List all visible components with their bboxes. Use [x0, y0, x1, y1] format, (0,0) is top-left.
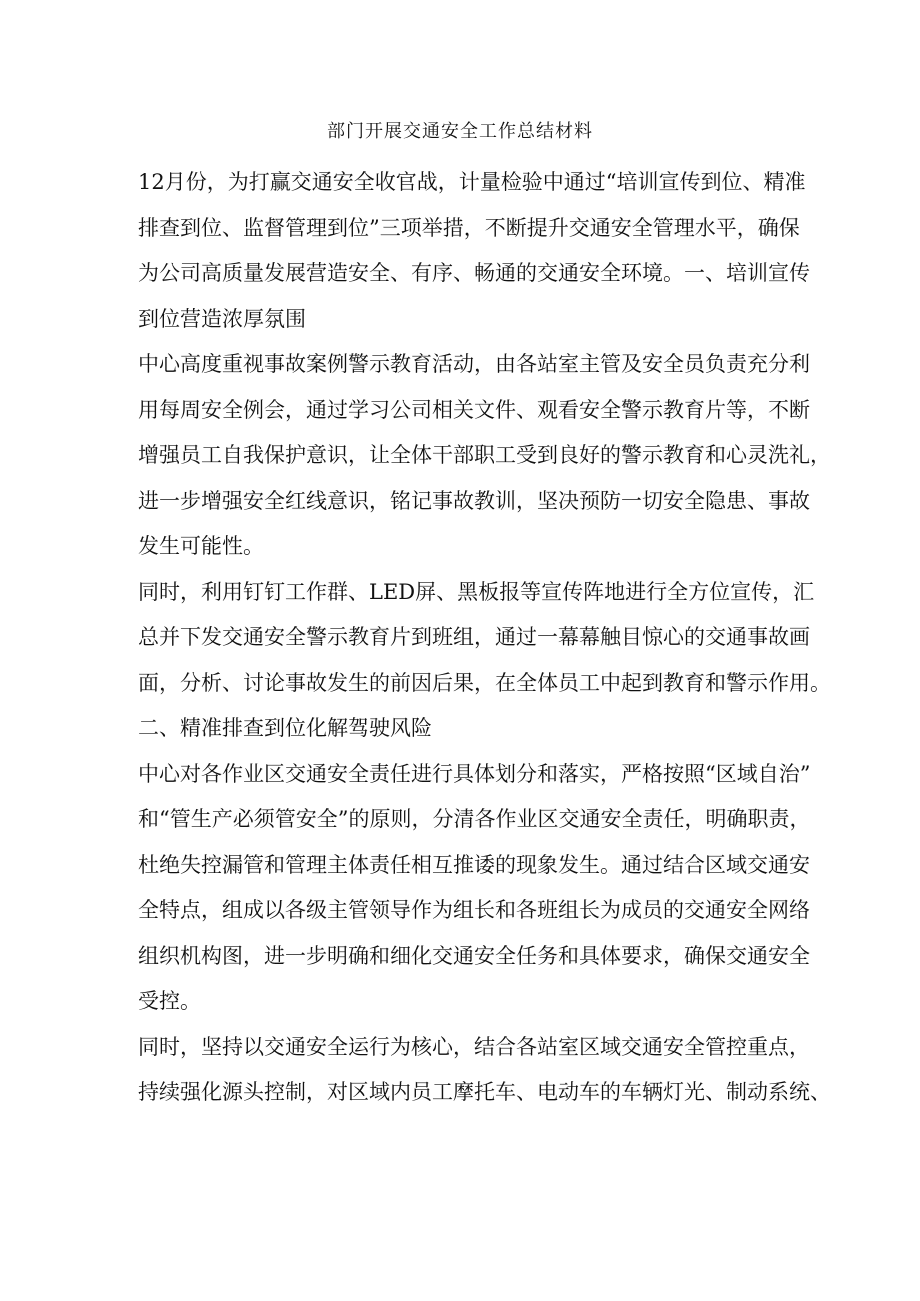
text-line: 进一步增强安全红线意识，铭记事故教训，坚决预防一切安全隐患、事故	[138, 488, 810, 513]
paragraph-6	[138, 1025, 831, 1116]
text-line: 全特点，组成以各级主管领导作为组长和各班组长为成员的交通安全网络	[138, 898, 810, 922]
section-heading-2	[138, 706, 798, 752]
paragraph-3	[138, 570, 831, 707]
text-line: 面，分析、讨论事故发生的前因后果，在全体员工中起到教育和警示作用。	[138, 670, 831, 695]
text-line: 持续强化源头控制，对区域内员工摩托车、电动车的车辆灯光、制动系统、	[138, 1080, 831, 1104]
paragraph-1	[138, 160, 810, 342]
text-line: 同时，利用钉钉工作群、LED屏、黑板报等宣传阵地进行全方位宣传，汇	[138, 579, 815, 604]
text-line: 为公司高质量发展营造安全、有序、畅通的交通安全环境。一、培训宣传	[138, 261, 810, 285]
document-body	[138, 160, 831, 1116]
paragraph-5	[138, 752, 811, 1025]
text-line: 和“管生产必须管安全”的原则，分清各作业区交通安全责任，明确职责，	[138, 807, 811, 831]
text-line: 二、精准排查到位化解驾驶风险	[138, 716, 432, 740]
text-line: 用每周安全例会，通过学习公司相关文件、观看安全警示教育片等，不断	[138, 397, 810, 422]
text-line: 受控。	[138, 989, 201, 1013]
text-line: 到位营造浓厚氛围	[138, 306, 306, 331]
paragraph-2	[138, 342, 831, 570]
text-line: 杜绝失控漏管和管理主体责任相互推诿的现象发生。通过结合区域交通安	[138, 852, 810, 877]
text-line: 同时，坚持以交通安全运行为核心，结合各站室区域交通安全管控重点，	[138, 1034, 810, 1059]
text-line: 总并下发交通安全警示教育片到班组，通过一幕幕触目惊心的交通事故画	[138, 625, 810, 649]
text-line: 中心对各作业区交通安全责任进行具体划分和落实，严格按照“区域自治”	[138, 761, 811, 786]
text-line: 中心高度重视事故案例警示教育活动，由各站室主管及安全员负责充分利	[138, 352, 810, 376]
text-line: 增强员工自我保护意识，让全体干部职工受到良好的警示教育和心灵洗礼，	[138, 443, 831, 467]
document-title: 部门开展交通安全工作总结材料	[327, 121, 593, 142]
text-line: 发生可能性。	[138, 534, 264, 558]
text-line: 排查到位、监督管理到位”三项举措，不断提升交通安全管理水平，确保	[138, 215, 800, 240]
text-line: 组织机构图，进一步明确和细化交通安全任务和具体要求，确保交通安全	[138, 943, 810, 968]
text-line: 12月份，为打赢交通安全收官战，计量检验中通过“培训宣传到位、精准	[138, 170, 806, 194]
